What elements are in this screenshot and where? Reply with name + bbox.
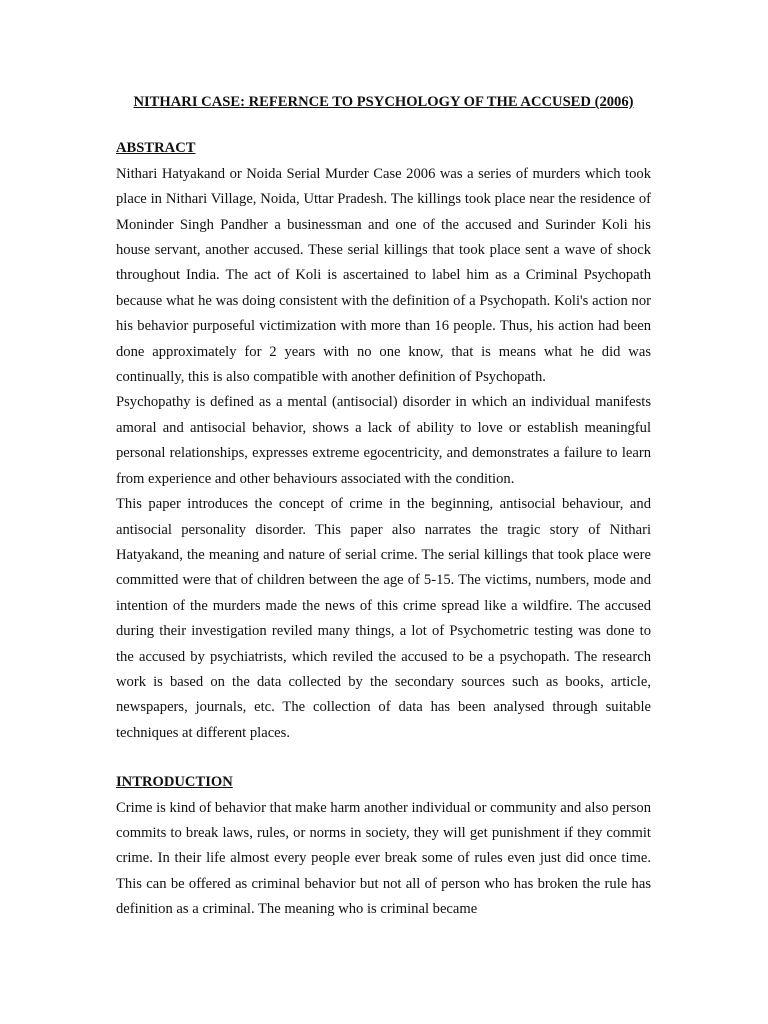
introduction-heading: INTRODUCTION xyxy=(116,774,233,791)
introduction-paragraph: Crime is kind of behavior that make harm another individual or community and also person commits to break laws, rules, or norms in society, they will get punishment if they commit crime. In their life almost every people ever break some of rules even just did once time. This can be offered as criminal behavior but not all of person who has broken the rule has definition as a criminal. The meaning who is criminal became xyxy=(116,799,651,918)
abstract-paragraph: Nithari Hatyakand or Noida Serial Murder Case 2006 was a series of murders which took place in Nithari Village, Noida, Uttar Pradesh. The killings took place near the residence of Moninder Singh Pandher a businessman and one of the accused and Surinder Koli his house servant, another accused. These serial killings that took place sent a wave of shock throughout India. The act of Koli is ascertained to label him as a Criminal Psychopath because what he was doing consistent with the definition of a Psychopath. Koli's action nor his behavior purposeful victimization with more than 16 people. Thus, his action had been done approximately for 2 years with no one know, that is means what he did was continually, this is also compatible with another definition of Psychopath. xyxy=(116,165,651,386)
document-page xyxy=(116,90,651,923)
document-title: NITHARI CASE: REFERNCE TO PSYCHOLOGY OF THE ACCUSED (2006) xyxy=(133,94,634,110)
abstract-paragraph: This paper introduces the concept of crime in the beginning, antisocial behaviour, and antisocial personality disorder. This paper also narrates the tragic story of Nithari Hatyakand, the meaning and nature of serial crime. The serial killings that took place were committed were that of children between the age of 5-15. The victims, numbers, mode and intention of the murders made the news of this crime spread like a wildfire. The accused during their investigation reviled many things, a lot of Psychometric testing was done to the accused by psychiatrists, which reviled the accused to be a psychopath. The research work is based on the data collected by the secondary sources such as books, article, newspapers, journals, etc. The collection of data has been analysed through suitable techniques at different places. xyxy=(116,496,651,741)
abstract-paragraph: Psychopathy is defined as a mental (antisocial) disorder in which an individual manifests amoral and antisocial behavior, shows a lack of ability to love or establish meaningful personal relationships, expresses extreme egocentricity, and demonstrates a failure to learn from experience and other behaviours associated with the condition. xyxy=(116,394,651,487)
abstract-heading: ABSTRACT xyxy=(116,140,196,157)
